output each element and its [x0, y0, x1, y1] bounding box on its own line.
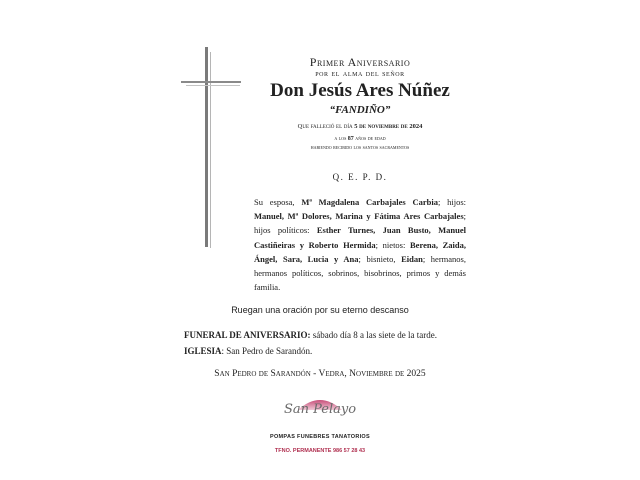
- funeral-text: sábado día 8 a las siete de la tarde.: [310, 330, 437, 340]
- grandchildren-names: Berena, Zaida, Ángel, Sara, Lucia y Ana: [254, 239, 466, 264]
- deceased-name: Don Jesús Ares Núñez: [270, 80, 450, 101]
- age-value: 87: [347, 136, 354, 142]
- family-text: ; bisnieto,: [358, 253, 402, 264]
- spouse-name: Mª Magdalena Carbajales Carbia: [301, 197, 438, 207]
- family-text: ; nietos:: [375, 239, 411, 250]
- cross-arm: [181, 81, 241, 83]
- family-text: ; hijos:: [437, 197, 466, 207]
- anniversary-title: Primer Aniversario: [309, 55, 411, 69]
- funeral-label: FUNERAL DE ANIVERSARIO:: [184, 330, 311, 340]
- age-prefix: a los: [334, 136, 347, 142]
- death-line-prefix: Que falleció el día: [297, 123, 353, 130]
- family-text: Su esposa,: [254, 197, 302, 207]
- logo-text: San Pelayo: [283, 402, 357, 417]
- great-grandchild-name: Eidan: [401, 253, 423, 264]
- qepd: Q. E. P. D.: [332, 172, 388, 182]
- family-text: ; hijos políticos:: [254, 211, 466, 236]
- anniversary-subtitle: por el alma del señor: [315, 68, 405, 78]
- death-date: 5 de noviembre de 2024: [354, 123, 423, 130]
- sacraments-line: habiendo recibido los santos sacramentos: [310, 145, 410, 151]
- church-label: IGLESIA: [184, 346, 222, 356]
- company-name: POMPAS FUNEBRES TANATORIOS: [270, 434, 370, 440]
- funeral-info: [184, 330, 484, 340]
- family-paragraph: [254, 195, 466, 294]
- church-text: : San Pedro de Sarandón.: [221, 346, 313, 356]
- age-suffix: años de edad: [355, 136, 386, 142]
- in-laws-names: Esther Turnes, Juan Busto, Manuel Castiñeiras y Roberto Hermida: [254, 225, 466, 250]
- place-date: San Pedro de Sarandón - Vedra, Noviembre de 2025: [214, 369, 426, 379]
- age-line: [250, 136, 470, 142]
- death-date-line: [230, 123, 490, 130]
- prayer-request: Ruegan una oración por su eterno descanso: [231, 305, 409, 315]
- family-text: ; hermanos, hermanos políticos, sobrinos, bisobrinos, primos y demás familia.: [254, 253, 466, 293]
- children-names: Manuel, Mª Dolores, Marina y Fátima Ares Carbajales: [254, 211, 464, 222]
- cross-shadow-horizontal: [186, 85, 240, 86]
- church-info: [184, 346, 484, 356]
- cross-icon: [205, 47, 208, 247]
- deceased-nickname: “FANDIÑO”: [329, 104, 391, 116]
- company-phone: TFNO. PERMANENTE 986 57 28 43: [274, 448, 366, 454]
